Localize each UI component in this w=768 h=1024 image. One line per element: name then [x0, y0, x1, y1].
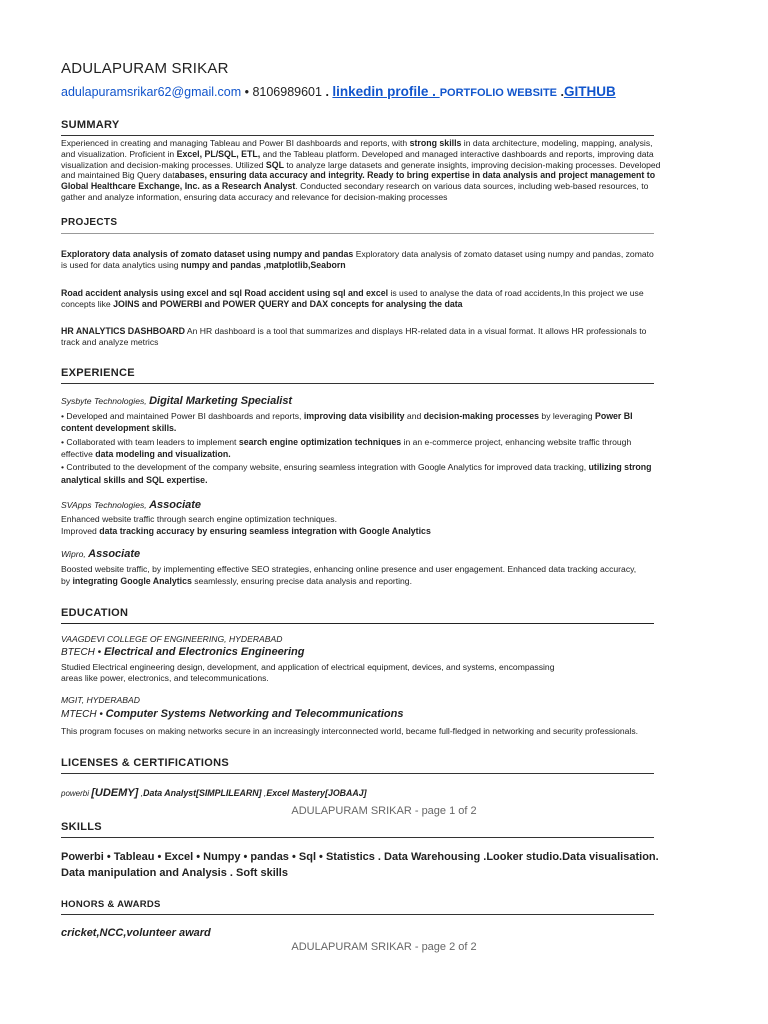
experience-heading: EXPERIENCE — [61, 367, 135, 379]
education-heading: EDUCATION — [61, 607, 129, 619]
licenses-divider — [61, 773, 654, 774]
skills-line-2: Data manipulation and Analysis . Soft skills — [61, 866, 288, 879]
skills-line-1: Powerbi • Tableau • Excel • Numpy • pandas • Sql • Statistics . Data Warehousing .Looker studio.Data visualisation. — [61, 851, 659, 863]
edu-mgit-degree: MTECH • Computer Systems Networking and Telecommunications — [61, 708, 404, 720]
edu-mgit-school: MGIT, HYDERABAD — [61, 695, 140, 705]
job-svapps-title: SVApps Technologies, Associate — [61, 499, 202, 511]
job-wipro-line-2: by integrating Google Analytics seamlessly, ensuring precise data analysis and reporting. — [61, 576, 412, 586]
honors-heading: HONORS & AWARDS — [61, 899, 161, 910]
summary-text: Experienced in creating and managing Tableau and Power BI dashboards and reports, with strong skills in data architecture, modeling, mapping, analysis, and visualization. Proficient in Excel, PL/SQL, ETL, and the Tableau platform. Developed and managed interactive dashboards and reports, improving data visualization and decision-making processes. Utilized SQL to analyze large datasets and generate insights, improving decision-making processes. Developed and maintained Big Query databases, ensuring data accuracy and integrity. Ready to bring expertise in data analysis and project management to Global Healthcare Exchange, Inc. as a Research Analyst. Conducted secondary research on various data sources, including web-based resources, to gather and analyze information, ensuring data accuracy and relevance for decision-making processes — [61, 138, 661, 202]
job-sysbyte-title: Sysbyte Technologies, Digital Marketing Specialist — [61, 395, 293, 407]
project-road-accident: Road accident analysis using excel and sql Road accident using sql and excel is used to analyse the data of road accidents,In this project we use concepts like JOINS and POWERBI and POWER QUERY and DAX concepts for analysing the data — [61, 288, 644, 309]
edu-mgit-desc: This program focuses on making networks secure in an increasingly interconnected world, became full-fledged in networking and security professionals. — [61, 726, 639, 736]
honors-text: cricket,NCC,volunteer award — [61, 927, 211, 939]
portfolio-link[interactable]: PORTFOLIO WEBSITE — [439, 87, 558, 99]
summary-divider — [61, 135, 654, 136]
job-svapps-line-1: Enhanced website traffic through search engine optimization techniques. — [61, 514, 337, 524]
skills-list — [61, 850, 681, 881]
separator-link[interactable]: . — [428, 84, 440, 99]
education-divider — [61, 623, 654, 624]
licenses-heading: LICENSES & CERTIFICATIONS — [61, 757, 230, 769]
edu-vaagdevi-degree: BTECH • Electrical and Electronics Engineering — [61, 646, 305, 658]
job-sysbyte-bullet-1: • Developed and maintained Power BI dashboards and reports, improving data visibility and decision-making processes by leveraging Power BI content development skills. — [61, 411, 633, 433]
job-wipro-line-1: Boosted website traffic, by implementing effective SEO strategies, enhancing online presence and user engagement. Enhanced data tracking accuracy, — [61, 564, 637, 574]
projects-divider — [61, 233, 654, 234]
separator: . — [557, 85, 564, 99]
project-hr-dashboard: HR ANALYTICS DASHBOARD An HR dashboard is a tool that summarizes and displays HR-related data in a visual format. It allows HR professionals to track and analyze metrics — [61, 326, 647, 347]
page-footer-2: ADULAPURAM SRIKAR - page 2 of 2 — [291, 941, 477, 953]
edu-vaagdevi-school: VAAGDEVI COLLEGE OF ENGINEERING, HYDERABAD — [61, 634, 283, 644]
job-sysbyte-bullet-3: • Contributed to the development of the company website, ensuring seamless integration with Google Analytics for improved data tracking, utilizing strong analytical skills and SQL expertise. — [61, 462, 652, 485]
edu-vaagdevi-desc-2: areas like power, electronics, and telecommunications. — [61, 673, 269, 683]
phone-number: • 8106989601 — [241, 85, 326, 99]
email-link[interactable]: adulapuramsrikar62@gmail.com — [61, 85, 242, 99]
contact-line — [61, 84, 616, 99]
projects-heading: PROJECTS — [61, 217, 118, 228]
edu-vaagdevi-desc-1: Studied Electrical engineering design, development, and application of electrical equipment, devices, and systems, encompassing — [61, 662, 555, 672]
certifications-line: powerbi [UDEMY] ,Data Analyst[SIMPLILEARN] ,Excel Mastery[JOBAAJ] — [61, 787, 367, 799]
honors-divider — [61, 914, 654, 915]
skills-heading: SKILLS — [61, 821, 102, 833]
experience-divider — [61, 383, 654, 384]
candidate-name: ADULAPURAM SRIKAR — [61, 60, 229, 77]
summary-heading: SUMMARY — [61, 119, 120, 131]
linkedin-link[interactable]: linkedin profile — [332, 84, 429, 99]
skills-divider — [61, 837, 654, 838]
separator: . — [325, 85, 333, 99]
project-zomato: Exploratory data analysis of zomato dataset using numpy and pandas Exploratory data analysis of zomato dataset using numpy and pandas, zomato is used for data analytics using numpy and pandas ,matplotlib,Seaborn — [61, 249, 654, 270]
github-link[interactable]: GITHUB — [563, 84, 616, 99]
job-wipro-title: Wipro, Associate — [61, 548, 141, 560]
page-footer-1: ADULAPURAM SRIKAR - page 1 of 2 — [291, 805, 477, 817]
job-svapps-line-2: Improved data tracking accuracy by ensuring seamless integration with Google Analytics — [61, 526, 431, 536]
job-sysbyte-bullet-2: • Collaborated with team leaders to implement search engine optimization techniques in an e-commerce project, enhancing website traffic through effective data modeling and visualization. — [61, 437, 632, 459]
